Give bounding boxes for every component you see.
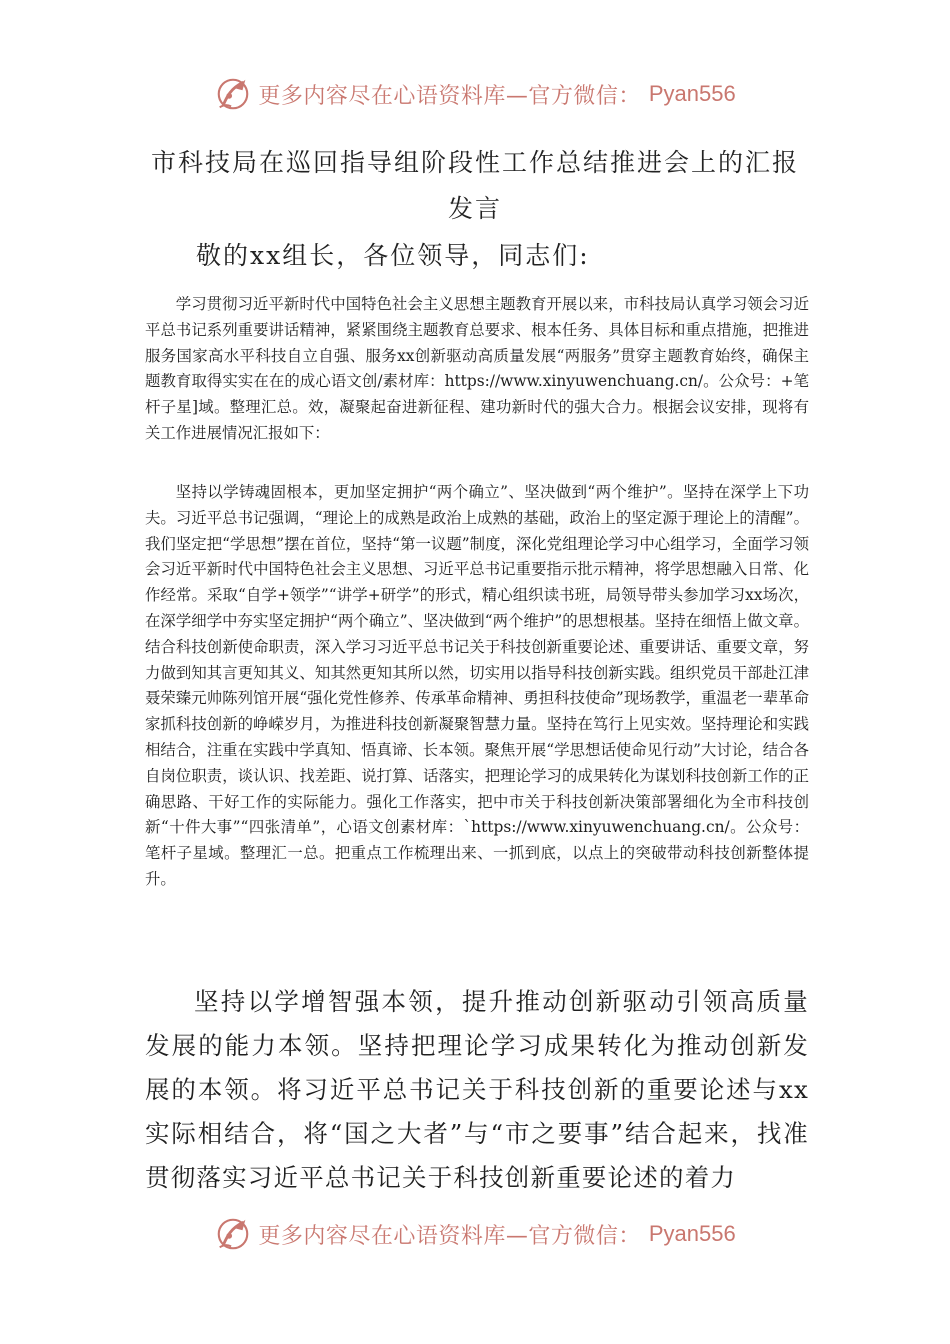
document-title: 市科技局在巡回指导组阶段性工作总结推进会上的汇报发言 (150, 148, 799, 223)
paragraph-study: 坚持以学铸魂固根本，更加坚定拥护“两个确立”、坚决做到“两个维护”。坚持在深学上下功夫。习近平总书记强调，“理论上的成熟是政治上成熟的基础，政治上的坚定源于理论上的清醒”。我们坚定把“学思想”摆在首位，坚持“第一议题”制度，深化党组理论学习中心组学习，全面学习领会习近平新时代中国特色社会主义思想、习近平总书记重要指示批示精神，将学思想融入日常、化作经常。采取“自学+领学”“讲学+研学”的形式，精心组织读书班，局领导带头参加学习xx场次，在深学细学中夯实坚定拥护“两个确立”、坚决做到“两个维护”的思想根基。坚持在细悟上做文章。结合科技创新使命职责，深入学习习近平总书记关于科技创新重要论述、重要讲话、重要文章，努力做到知其言更知其义、知其然更知其所以然，切实用以指导科技创新实践。组织党员干部赴江津聂荣臻元帅陈列馆开展“强化党性修养、传承革命精神、勇担科技使命”现场教学，重温老一辈革命家抓科技创新的峥嵘岁月，为推进科技创新凝聚智慧力量。坚持在笃行上见实效。坚持理论和实践相结合，注重在实践中学真知、悟真谛、长本领。聚焦开展“学思想话使命见行动”大讨论，结合各自岗位职责，谈认识、找差距、说打算、话落实，把理论学习的成果转化为谋划科技创新工作的正确思路、干好工作的实际能力。强化工作落实，把中市关于科技创新决策部署细化为全市科技创新“十件大事”“四张清单”，心语文创素材库：`https://www.xinyuwenchuang.cn/。公众号：笔杆子星域。整理汇一总。把重点工作梳理出来、一抓到底，以点上的突破带动科技创新整体提升。 (145, 483, 809, 888)
paragraph-intro: 学习贯彻习近平新时代中国特色社会主义思想主题教育开展以来，市科技局认真学习领会习近平总书记系列重要讲话精神，紧紧围绕主题教育总要求、根本任务、具体目标和重点措施，把推进服务国家高水平科技自立自强、服务xx创新驱动高质量发展“两服务”贯穿主题教育始终，确保主题教育取得实实在在的成心语文创/素材库：https://www.xinyuwenchuang.cn/。公众号：+笔杆子星]域。整理汇总。效，凝聚起奋进新征程、建功新时代的强大合力。根据会议安排，现将有关工作进展情况汇报如下： (145, 295, 809, 442)
header-banner (0, 70, 950, 118)
quill-logo-icon (214, 1215, 252, 1253)
header-banner-text: 更多内容尽在心语资料库—官方微信： (258, 83, 641, 109)
footer-banner-wechat-id: Pyan556 (648, 1221, 736, 1246)
paragraph-capability: 坚持以学增智强本领，提升推动创新驱动引领高质量发展的能力本领。坚持把理论学习成果转化为推动创新发展的本领。将习近平总书记关于科技创新的重要论述与xx实际相结合，将“国之大者”与“市之要事”结合起来，找准贯彻落实习近平总书记关于科技创新重要论述的着力 (145, 987, 809, 1192)
footer-banner-text: 更多内容尽在心语资料库—官方微信： (258, 1223, 641, 1249)
salutation: 敬的xx组长，各位领导，同志们: (196, 241, 590, 270)
quill-logo-icon (214, 75, 252, 113)
header-banner-wechat-id: Pyan556 (648, 81, 736, 106)
footer-banner (0, 1210, 950, 1258)
